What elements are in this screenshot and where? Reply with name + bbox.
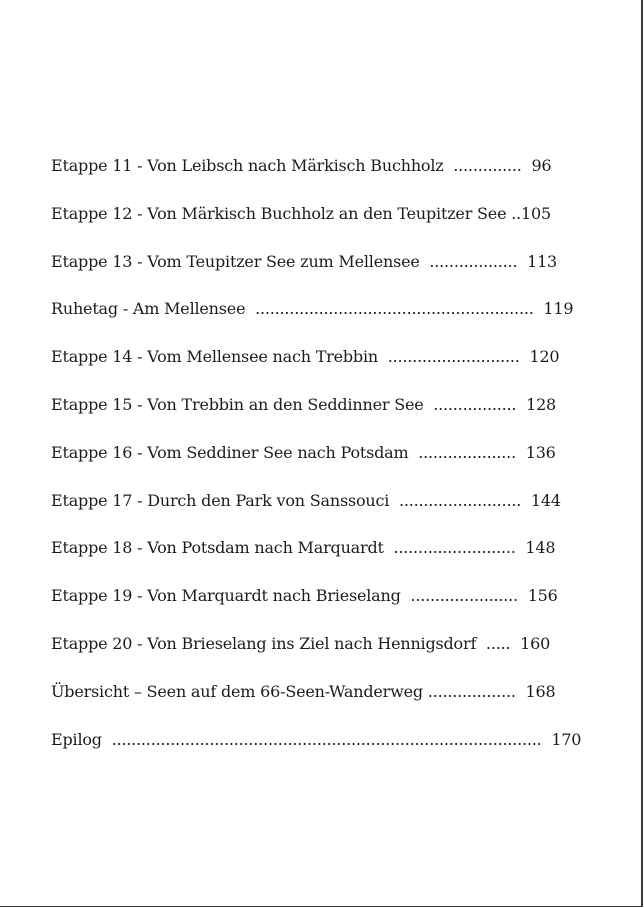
toc-entry-etappe-20: Etappe 20 - Von Brieselang ins Ziel nach Hennigsdorf ..... 160	[51, 633, 551, 653]
toc-entry-uebersicht: Übersicht – Seen auf dem 66-Seen-Wanderweg .................. 168	[51, 681, 556, 701]
toc-entry-etappe-19: Etappe 19 - Von Marquardt nach Brieselang ...................... 156	[51, 586, 558, 606]
toc-entry-ruhetag: Ruhetag - Am Mellensee ......................................................... 119	[51, 299, 574, 319]
toc-entry-etappe-14: Etappe 14 - Vom Mellensee nach Trebbin ........................... 120	[51, 347, 560, 367]
toc-entry-etappe-15: Etappe 15 - Von Trebbin an den Seddinner See ................. 128	[51, 394, 557, 414]
toc-entry-etappe-18: Etappe 18 - Von Potsdam nach Marquardt ......................... 148	[51, 538, 556, 558]
toc-entry-etappe-17: Etappe 17 - Durch den Park von Sanssouci ......................... 144	[51, 490, 561, 510]
toc-entry-etappe-12: Etappe 12 - Von Märkisch Buchholz an den Teupitzer See ..105	[51, 203, 551, 223]
toc-entry-etappe-13: Etappe 13 - Vom Teupitzer See zum Mellensee .................. 113	[51, 251, 558, 271]
toc-entry-etappe-16: Etappe 16 - Vom Seddiner See nach Potsdam .................... 136	[51, 442, 556, 462]
table-of-contents	[51, 154, 611, 775]
toc-entry-etappe-11: Etappe 11 - Von Leibsch nach Märkisch Buchholz .............. 96	[51, 156, 552, 175]
toc-entry-epilog: Epilog ........................................................................................ 170	[51, 729, 582, 749]
